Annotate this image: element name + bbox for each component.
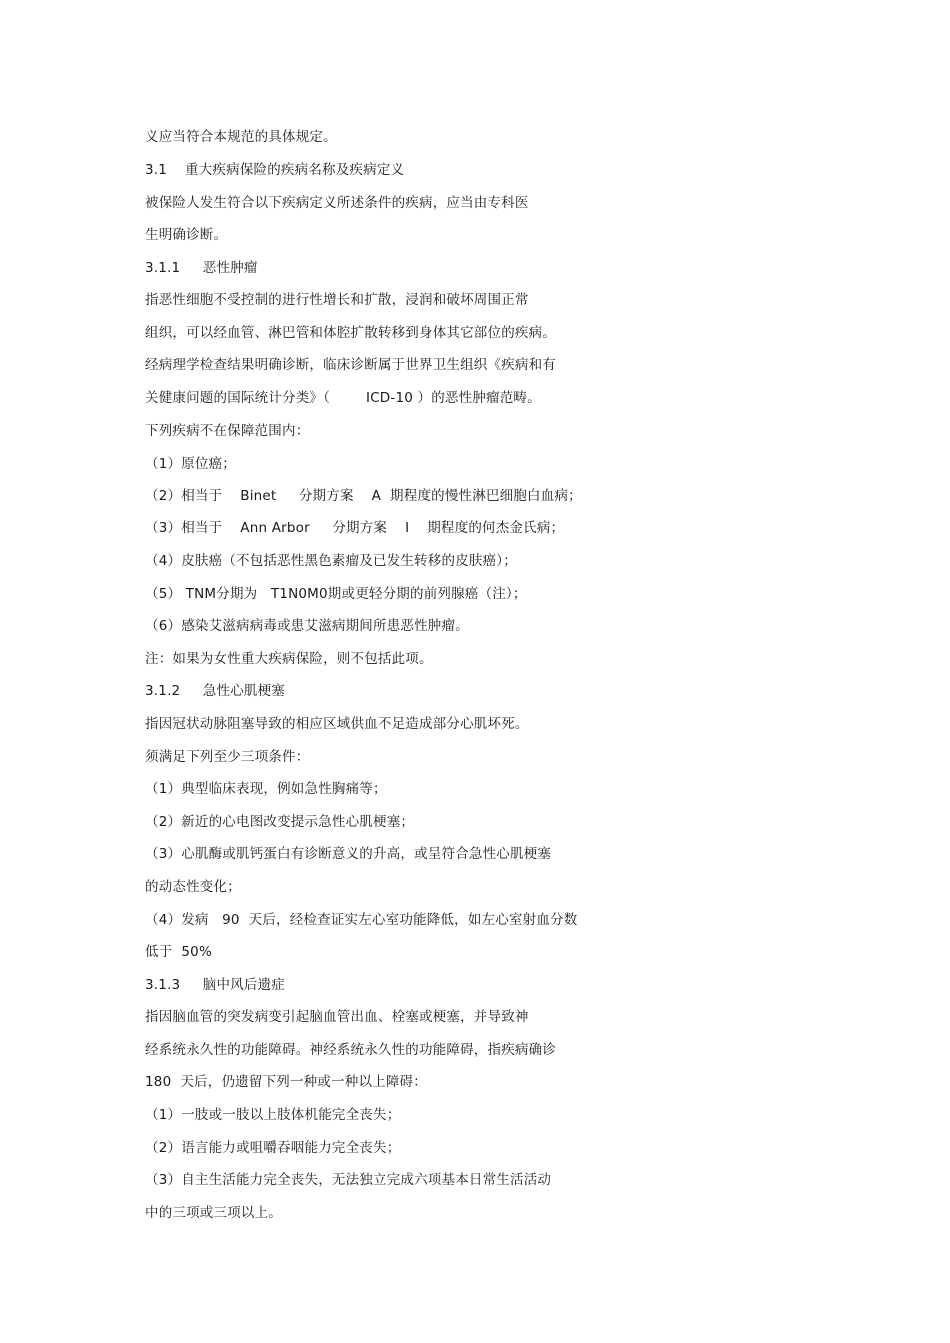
list-item: （6）感染艾滋病病毒或患艾滋病期间所患恶性肿瘤。	[145, 618, 469, 634]
list-item: （5） TNM分期为 T1N0M0期或更轻分期的前列腺癌（注）；	[145, 586, 527, 602]
text-line: 低于 50%	[145, 944, 212, 960]
list-item: （1）典型临床表现，例如急性胸痛等；	[145, 781, 387, 797]
list-item: （3）自主生活能力完全丧失，无法独立完成六项基本日常生活活动	[145, 1172, 552, 1188]
text-line: 下列疾病不在保障范围内：	[145, 423, 310, 439]
list-item: （4）发病 90 天后，经检查证实左心室功能降低，如左心室射血分数	[145, 912, 578, 928]
list-item: （2）相当于 Binet 分期方案 A 期程度的慢性淋巴细胞白血病；	[145, 488, 582, 504]
list-item: （4）皮肤癌（不包括恶性黑色素瘤及已发生转移的皮肤癌）；	[145, 553, 517, 569]
text-line: 义应当符合本规范的具体规定。	[145, 129, 337, 145]
list-item: （2）语言能力或咀嚼吞咽能力完全丧失；	[145, 1140, 401, 1156]
text-line: 中的三项或三项以上。	[145, 1205, 282, 1221]
text-line: 须满足下列至少三项条件：	[145, 749, 310, 765]
text-line: 指恶性细胞不受控制的进行性增长和扩散，浸润和破坏周围正常	[145, 292, 529, 308]
text-line: 经系统永久性的功能障碍。神经系统永久性的功能障碍，指疾病确诊	[145, 1042, 556, 1058]
text-line: 的动态性变化；	[145, 879, 241, 895]
text-line: 180 天后，仍遗留下列一种或一种以上障碍：	[145, 1074, 427, 1090]
text-line: 经病理学检查结果明确诊断，临床诊断属于世界卫生组织《疾病和有	[145, 357, 556, 373]
text-line: 关健康问题的国际统计分类》（ ICD-10 ）的恶性肿瘤范畴。	[145, 390, 541, 406]
section-heading: 3.1.2 急性心肌梗塞	[145, 683, 286, 699]
list-item: （3）心肌酶或肌钙蛋白有诊断意义的升高，或呈符合急性心肌梗塞	[145, 846, 552, 862]
text-line: 指因冠状动脉阻塞导致的相应区域供血不足造成部分心肌坏死。	[145, 716, 529, 732]
text-line: 组织，可以经血管、淋巴管和体腔扩散转移到身体其它部位的疾病。	[145, 325, 556, 341]
note-line: 注：如果为女性重大疾病保险，则不包括此项。	[145, 651, 433, 667]
list-item: （3）相当于 Ann Arbor 分期方案 I 期程度的何杰金氏病；	[145, 520, 565, 536]
section-heading: 3.1 重大疾病保险的疾病名称及疾病定义	[145, 162, 405, 178]
section-heading: 3.1.3 脑中风后遗症	[145, 977, 286, 993]
list-item: （1）一肢或一肢以上肢体机能完全丧失；	[145, 1107, 401, 1123]
section-heading: 3.1.1 恶性肿瘤	[145, 260, 258, 276]
list-item: （2）新近的心电图改变提示急性心肌梗塞；	[145, 814, 415, 830]
text-line: 被保险人发生符合以下疾病定义所述条件的疾病，应当由专科医	[145, 195, 529, 211]
text-line: 指因脑血管的突发病变引起脑血管出血、栓塞或梗塞，并导致神	[145, 1009, 529, 1025]
list-item: （1）原位癌；	[145, 456, 236, 472]
text-line: 生明确诊断。	[145, 227, 228, 243]
